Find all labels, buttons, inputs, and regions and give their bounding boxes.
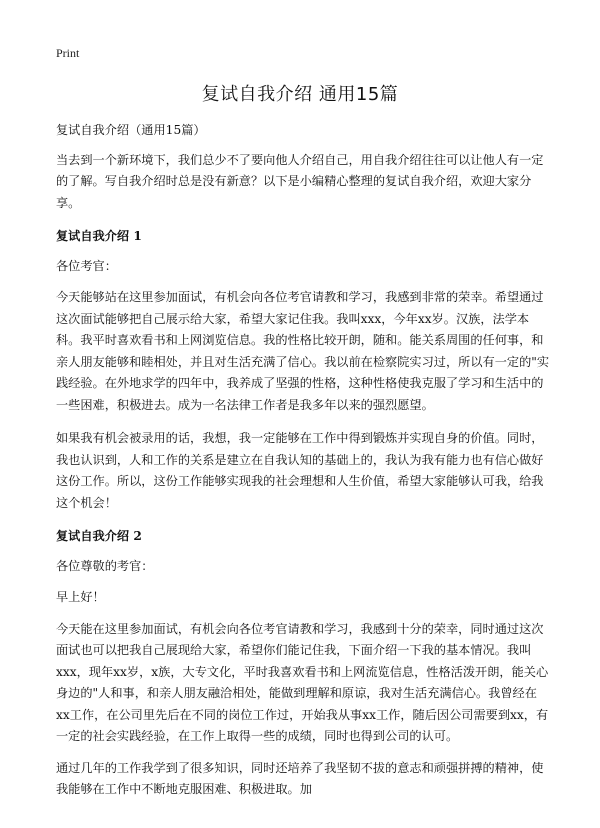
body-paragraph: 如果我有机会被录用的话，我想，我一定能够在工作中得到锻炼并实现自身的价值。同时，我也认识到，人和工作的关系是建立在自我认知的基础上的，我认为我有能力也有信心做好这份工作。所以，这份工作能够实现我的社会理想和人生价值，希望大家能够认可我，给我这个机会！ [56,431,544,510]
body-paragraph: 今天能够站在这里参加面试，有机会向各位考官请教和学习，我感到非常的荣幸。希望通过这次面试能够把自己展示给大家，希望大家记住我。我叫xxx，今年xx岁。汉族，法学本科。我平时喜欢看书和上网浏览信息。我的性格比较开朗，随和。能关系周围的任何事，和亲人朋友能够和睦相处，并且对生活充满了信心。我以前在检察院实习过，所以有一定的"实践经验。在外地求学的四年中，我养成了坚强的性格，这种性格使我克服了学习和生活中的一些困难，积极进去。成为一名法律工作者是我多年以来的强烈愿望。 [56,290,550,412]
document-title: 复试自我介绍 通用15篇 [201,84,399,105]
salutation: 各位考官： [56,258,117,273]
document-body [56,120,550,813]
body-paragraph: 通过几年的工作我学到了很多知识，同时还培养了我坚韧不拔的意志和顽强拼搏的精神，使我能够在工作中不断地克服困难、积极进取。加 [56,760,544,796]
section-heading: 复试自我介绍 1 [56,229,142,243]
print-link[interactable]: Print [56,46,80,60]
document-subtitle: 复试自我介绍（通用15篇） [56,123,206,137]
section-heading: 复试自我介绍 2 [56,529,142,543]
body-paragraph: 今天能在这里参加面试，有机会向各位考官请教和学习，我感到十分的荣幸，同时通过这次面试也可以把我自己展现给大家，希望你们能记住我，下面介绍一下我的基本情况。我叫xxx，现年xx岁，x族，大专文化，平时我喜欢看书和上网流览信息，性格活泼开朗，能关心身边的"人和事，和亲人朋友融洽相处，能做到理解和原谅，我对生活充满信心。我曾经在xx工作，在公司里先后在不同的岗位工作过，开始我从事xx工作，随后因公司需要到xx，有一定的社会实践经验，在工作上取得一些的成绩，同时也得到公司的认可。 [56,621,549,743]
intro-paragraph: 当去到一个新环境下，我们总少不了要向他人介绍自己，用自我介绍往往可以让他人有一定的了解。写自我介绍时总是没有新意？以下是小编精心整理的复试自我介绍，欢迎大家分享。 [56,152,544,210]
salutation: 各位尊敬的考官： [56,558,154,573]
greeting: 早上好！ [56,590,105,604]
